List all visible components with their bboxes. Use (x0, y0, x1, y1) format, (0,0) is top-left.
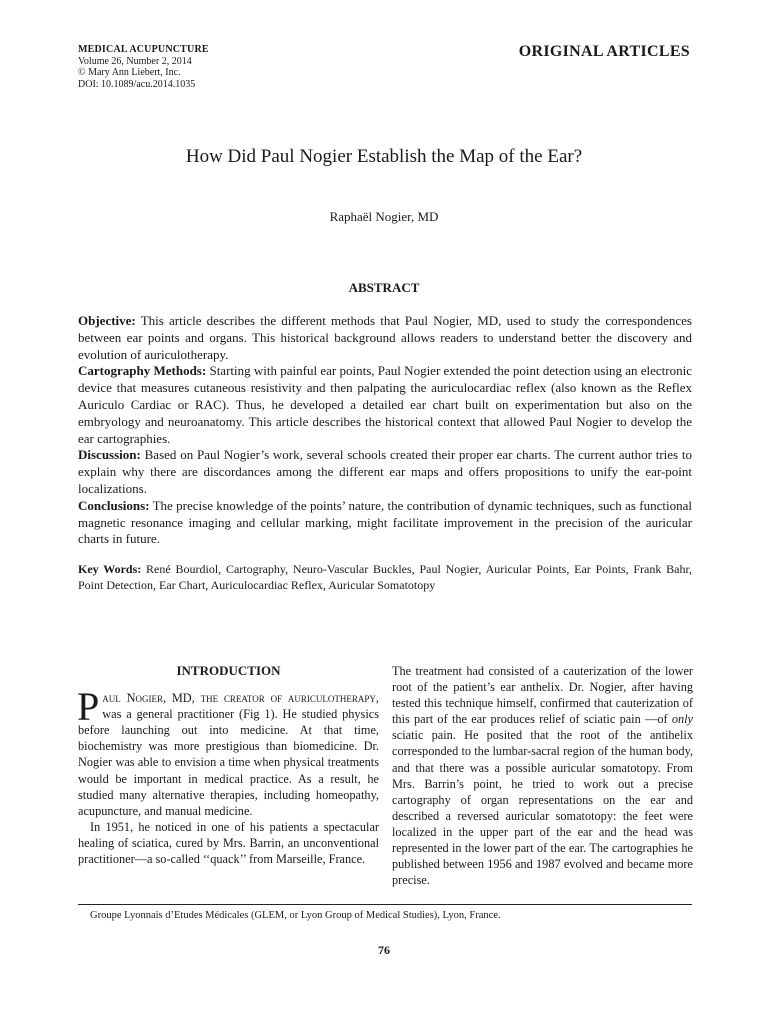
page-number: 76 (378, 943, 390, 957)
discussion-text: Based on Paul Nogier’s work, several schools created their proper ear charts. The current author tries to explain why there are discordances among the different ear maps and offers propositions to unify the ear-point localizations. (78, 447, 692, 496)
abstract-methods (78, 363, 692, 447)
keywords (78, 562, 692, 593)
journal-volume: Volume 26, Number 2, 2014 (78, 55, 192, 67)
intro-paragraph-1-text: was a general practitioner (Fig 1). He studied physics before launching out into medicine. At that time, biochemistry was more prestigious than biomedicine. Dr. Nogier was able to envision a time when physical treatments would be important in medical practice. As a result, he studied many alternative therapies, including homeopathy, acupuncture, and manual medicine. (78, 707, 379, 818)
abstract-objective (78, 313, 692, 363)
objective-text: This article describes the different methods that Paul Nogier, MD, used to study the correspondences between ear points and organs. This historical background allows readers to understand better the discovery and evolution of auriculotherapy. (78, 313, 692, 362)
right-column (392, 663, 693, 888)
lead-in: aul Nogier, MD, the creator of auriculotherapy, (102, 691, 379, 706)
paragraph-3-end: sciatic pain. He posited that the root of the antihelix corresponded to the lumbar-sacral region of the human body, and that there was a possible auricular somatotopy. From Mrs. Barrin’s point, he tried to work out a precise cartography of organ representations on the ear and described a reversed auricular somatotopy: the feet were localized in the upper part of the ear and the head was represented in the lower part of the ear. The cartographies he published between 1956 and 1987 evolved and became more precise. (392, 728, 693, 888)
conclusions-text: The precise knowledge of the points’ nature, the contribution of dynamic techniques, such as functional magnetic resonance imaging and cellular marking, might facilitate improvement in the precision of the auricular charts in future. (78, 497, 692, 547)
keywords-text: René Bourdiol, Cartography, Neuro-Vascular Buckles, Paul Nogier, Auricular Points, Ear Points, Frank Bahr, Point Detection, Ear Chart, Auriculocardiac Reflex, Auricular Somatotopy (78, 562, 693, 592)
discussion-label: Discussion: (78, 447, 141, 463)
methods-label: Cartography Methods: (78, 363, 207, 379)
journal-meta (78, 44, 209, 90)
footnote-divider (78, 904, 692, 905)
keywords-label: Key Words: (78, 562, 142, 576)
intro-paragraph-3 (392, 663, 693, 888)
journal-doi: DOI: 10.1089/acu.2014.1035 (78, 78, 196, 90)
introduction-heading: INTRODUCTION (176, 663, 281, 678)
objective-label: Objective: (78, 313, 136, 328)
left-column (78, 663, 379, 867)
intro-paragraph-1 (77, 684, 379, 819)
intro-paragraph-2: In 1951, he noticed in one of his patients a spectacular healing of sciatica, cured by Mrs. Barrin, an unconventional practitioner—a so-called ‘‘quack’’ from Marseille, France. (78, 819, 379, 867)
section-heading: ORIGINAL ARTICLES (518, 43, 690, 60)
abstract-conclusions (78, 498, 692, 548)
methods-text: Starting with painful ear points, Paul Nogier extended the point detection using an electronic device that measures cutaneous resistivity and then palpating the auriculocardiac reflex (also known as the Reflex Auriculo Cardiac or RAC). Thus, he developed a detailed ear chart built on experimentation but also on the embryology and neuroanatomy. This article describes the historical context that allowed Paul Nogier to develop the ear cartographies. (78, 363, 692, 446)
paragraph-3-italic: only (671, 712, 693, 727)
article-author: Raphaël Nogier, MD (329, 209, 439, 224)
affiliation-footnote: Groupe Lyonnais d’Etudes Médicales (GLEM, or Lyon Group of Medical Studies), Lyon, France. (90, 910, 501, 921)
conclusions-label: Conclusions: (78, 497, 150, 513)
journal-name: MEDICAL ACUPUNCTURE (78, 44, 209, 55)
abstract-heading: ABSTRACT (348, 280, 420, 295)
paragraph-3-start: The treatment had consisted of a cauterization of the lower root of the patient’s ear anthelix. Dr. Nogier, after having tested this technique himself, confirmed that cauterization of this part of the ear produces relief of sciatic pain —of (392, 664, 693, 727)
abstract-discussion (78, 447, 692, 497)
abstract-body (78, 313, 692, 548)
journal-copyright: © Mary Ann Liebert, Inc. (78, 67, 181, 78)
article-title: How Did Paul Nogier Establish the Map of the Ear? (185, 146, 583, 167)
drop-cap: P (77, 684, 100, 730)
